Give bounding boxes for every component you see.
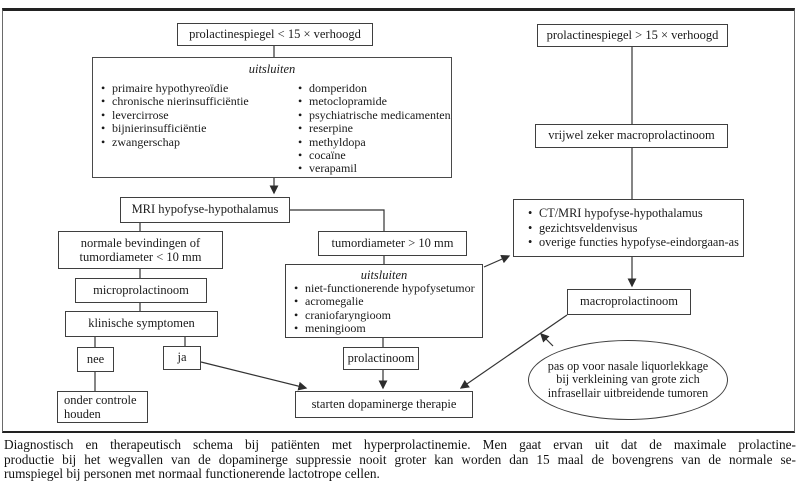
list-item: • levercirrose (101, 109, 249, 122)
list-item: • verapamil (298, 162, 451, 175)
arrow-exclude2-to-workup (484, 256, 509, 267)
caption-line: rumspiegel bij personen met normaal functionerende lactotrope cellen. (4, 466, 380, 482)
box-macroprolactinoma: macroprolactinoom (567, 289, 691, 315)
box-exclude-causes (92, 57, 452, 178)
connector-mri-to-tumor-large (289, 210, 384, 231)
box-clinical-symptoms: klinische symptomen (65, 311, 218, 337)
box-no: nee (77, 347, 114, 372)
warning-line: infrasellair uitbreidende tumoren (547, 385, 709, 400)
box-exclude-other-tumors (285, 264, 483, 338)
list-item: • primaire hypothyreoïdie (101, 82, 249, 95)
box-start-dopaminergic-therapy: starten dopaminerge therapie (295, 391, 473, 418)
list-item: • chronische nierinsufficiëntie (101, 95, 249, 108)
list-item: • zwangerschap (101, 136, 249, 149)
list-item: • bijnierinsufficiëntie (101, 122, 249, 135)
box-prolactinoma: prolactinoom (343, 347, 419, 370)
exclude-primary-column2 (298, 82, 451, 176)
list-item: • methyldopa (298, 136, 451, 149)
box-prolactin-high: prolactinespiegel > 15 × verhoogd (537, 24, 728, 47)
list-item: • overige functies hypofyse-eindorgaan-as (528, 235, 739, 250)
figure-caption (4, 438, 796, 482)
box-keep-under-control: onder controle houden (57, 391, 148, 423)
list-item: • craniofaryngioom (294, 309, 475, 322)
list-item: • domperidon (298, 82, 451, 95)
box-almost-certain-macroprolactinoma: vrijwel zeker macroprolactinoom (535, 124, 728, 148)
warning-ellipse (528, 340, 728, 420)
arrow-warning-callout (541, 334, 553, 346)
warning-line: bij verkleining van grote zich (556, 372, 700, 387)
list-item: • metoclopramide (298, 95, 451, 108)
arrow-ja-to-therapy (201, 362, 306, 388)
box-normal-findings: normale bevindingen of tumordiameter < 10 mm (58, 231, 223, 269)
box-microprolactinoma: microprolactinoom (75, 278, 207, 303)
list-item: • psychiatrische medicamenten (298, 109, 451, 122)
list-item: • niet-functionerende hypofysetumor (294, 282, 475, 295)
exclude-secondary-list (294, 282, 475, 335)
list-item: • meningioom (294, 322, 475, 335)
list-item: • acromegalie (294, 295, 475, 308)
exclude-secondary-header: uitsluiten (360, 268, 408, 282)
caption-line: productie bij het wegvallen van de dopaminerge suppressie nooit groter kan worden dan 15 maal de bovengrens van de normale se- (4, 451, 796, 467)
exclude-primary-column1 (101, 82, 249, 149)
caption-line: Diagnostisch en therapeutisch schema bij patiënten met hyperprolactinemie. Men gaat ervan uit dat de maximale prolactine- (4, 437, 796, 452)
box-macro-workup (513, 199, 744, 257)
exclude-primary-header: uitsluiten (248, 62, 296, 76)
list-item: • gezichtsveldenvisus (528, 221, 739, 236)
box-yes: ja (163, 346, 201, 370)
box-mri-pituitary: MRI hypofyse-hypothalamus (120, 197, 290, 223)
list-item: • reserpine (298, 122, 451, 135)
warning-line: pas op voor nasale liquorlekkage (547, 358, 709, 373)
box-tumor-diameter-large: tumordiameter > 10 mm (318, 231, 467, 256)
workup-list (528, 206, 739, 250)
list-item: • CT/MRI hypofyse-hypothalamus (528, 206, 739, 221)
list-item: • cocaïne (298, 149, 451, 162)
box-prolactin-low: prolactinespiegel < 15 × verhoogd (177, 23, 373, 46)
